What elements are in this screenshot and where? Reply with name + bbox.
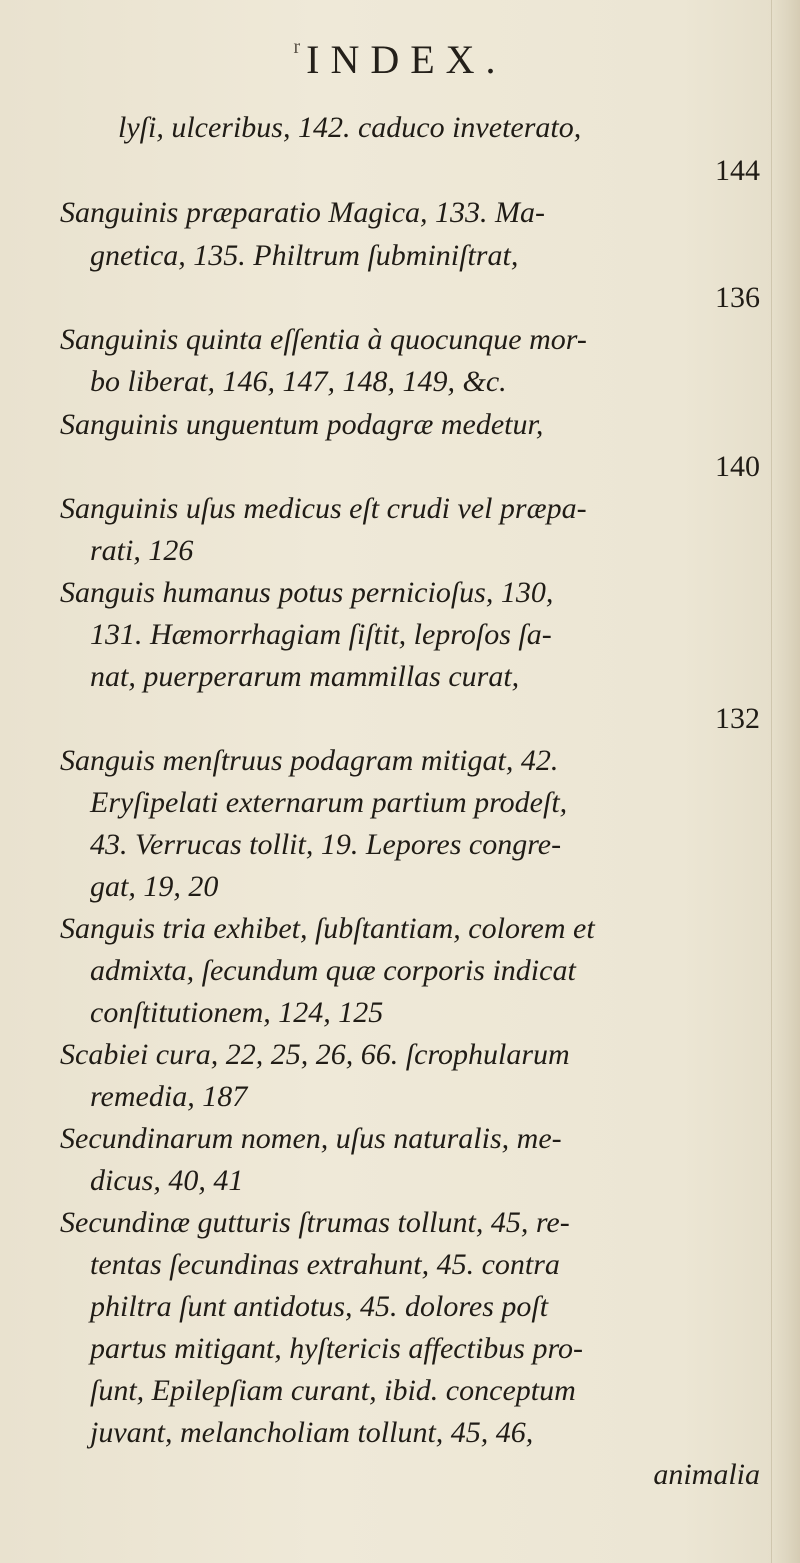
- page-title: INDEX.: [306, 37, 507, 82]
- index-page-number: 144: [715, 154, 760, 187]
- index-entry-heading: Sanguis menſtruus podagram mitigat, 42.: [60, 744, 559, 777]
- index-line: admixta, ſecundum quæ corporis indicat: [90, 954, 576, 987]
- index-line: partus mitigant, hyſtericis affectibus pro-: [90, 1332, 584, 1365]
- index-entry-heading: Sanguis humanus potus pernicioſus, 130,: [60, 576, 554, 609]
- index-line: 43. Verrucas tollit, 19. Lepores congre-: [90, 828, 562, 861]
- index-line: gat, 19, 20: [90, 870, 219, 903]
- index-line: bo liberat, 146, 147, 148, 149, &c.: [90, 365, 507, 398]
- index-line: rati, 126: [90, 534, 194, 567]
- index-line: philtra ſunt antidotus, 45. dolores poſt: [90, 1290, 549, 1323]
- index-entry-heading: Secundinæ gutturis ſtrumas tollunt, 45, re-: [60, 1206, 570, 1239]
- index-entry-heading: Sanguinis uſus medicus eſt crudi vel præpa-: [60, 492, 587, 525]
- index-line: nat, puerperarum mammillas curat,: [90, 660, 520, 693]
- index-entry-heading: Secundinarum nomen, uſus naturalis, me-: [60, 1122, 562, 1155]
- index-line: lyſi, ulceribus, 142. caduco inveterato,: [118, 111, 582, 144]
- page-gutter: [771, 0, 800, 1563]
- catchword: animalia: [653, 1458, 760, 1491]
- index-entry-heading: Scabiei cura, 22, 25, 26, 66. ſcrophularum: [60, 1038, 570, 1071]
- index-entry-heading: Sanguinis quinta eſſentia à quocunque mor-: [60, 323, 587, 356]
- index-entry-heading: Sanguinis præparatio Magica, 133. Ma-: [60, 196, 545, 229]
- index-line: dicus, 40, 41: [90, 1164, 244, 1197]
- index-page-number: 140: [715, 450, 760, 483]
- header-mark: r: [293, 36, 301, 58]
- index-line: tentas ſecundinas extrahunt, 45. contra: [90, 1248, 560, 1281]
- index-line: 131. Hæmorrhagiam ſiſtit, leproſos ſa-: [90, 618, 552, 651]
- index-entry-heading: Sanguis tria exhibet, ſubſtantiam, colorem et: [60, 912, 595, 945]
- page-header: [0, 36, 800, 83]
- index-line: remedia, 187: [90, 1080, 248, 1113]
- index-page-number: 136: [715, 281, 760, 314]
- index-line: Eryſipelati externarum partium prodeſt,: [90, 786, 568, 819]
- index-page-number: 132: [715, 702, 760, 735]
- index-line: ſunt, Epilepſiam curant, ibid. conceptum: [90, 1374, 576, 1407]
- index-line: juvant, melancholiam tollunt, 45, 46,: [90, 1416, 534, 1449]
- index-line: conſtitutionem, 124, 125: [90, 996, 384, 1029]
- index-entry-heading: Sanguinis unguentum podagræ medetur,: [60, 408, 544, 441]
- index-line: gnetica, 135. Philtrum ſubminiſtrat,: [90, 239, 519, 272]
